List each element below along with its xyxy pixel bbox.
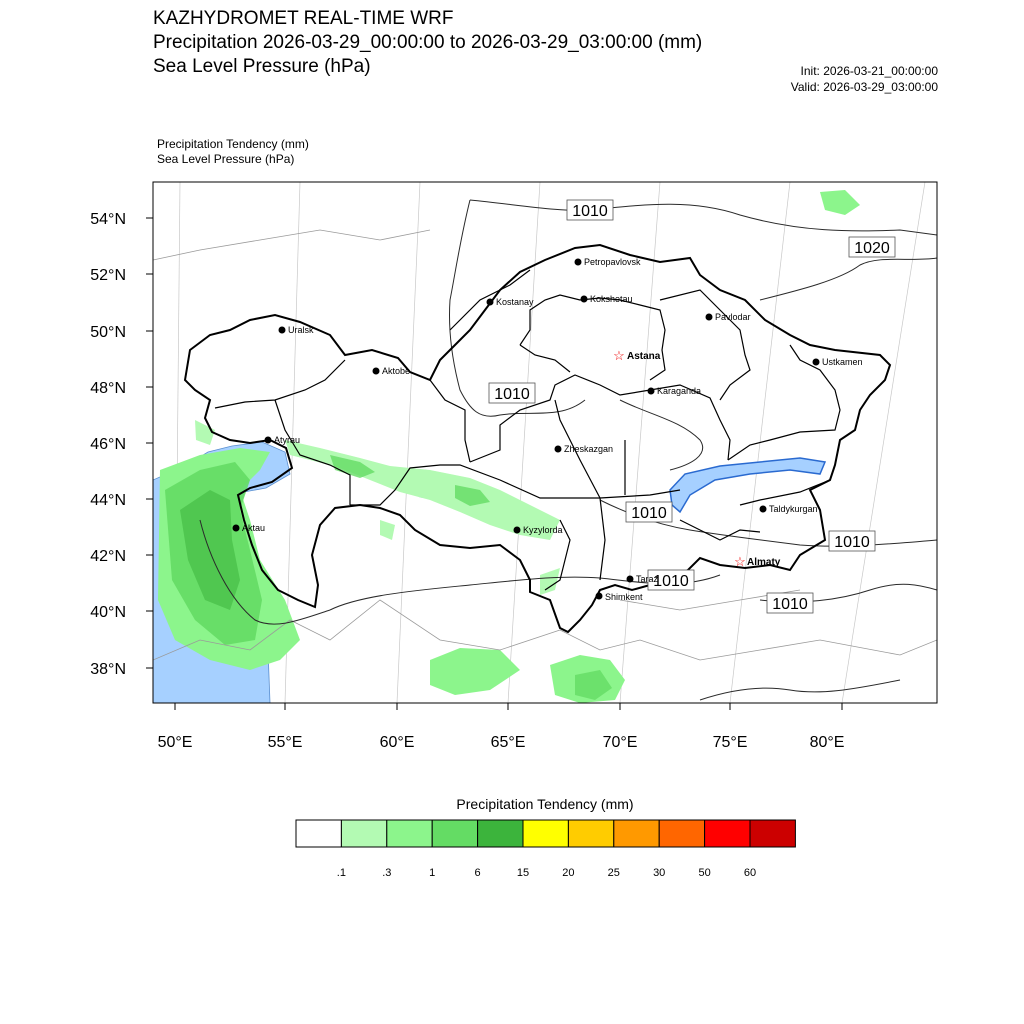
precip-period-title: Precipitation 2026-03-29_00:00:00 to 2026-03-29_03:00:00 (mm) [153, 32, 703, 53]
svg-text:Atyrau: Atyrau [274, 435, 301, 445]
svg-text:1010: 1010 [494, 386, 530, 403]
colorbar-swatch [387, 820, 432, 847]
city-marker [813, 357, 863, 367]
svg-text:Ustkamen: Ustkamen [822, 357, 863, 367]
svg-text:Kyzylorda: Kyzylorda [523, 525, 563, 535]
lon-label: 70°E [602, 734, 638, 751]
colorbar-label: 25 [607, 867, 620, 879]
city-marker [555, 444, 614, 454]
init-time: Init: 2026-03-21_00:00:00 [800, 64, 938, 78]
colorbar-label: .1 [336, 867, 346, 879]
svg-text:1010: 1010 [572, 203, 608, 220]
subtitle-slp: Sea Level Pressure (hPa) [157, 152, 295, 166]
colorbar-title: Precipitation Tendency (mm) [456, 796, 634, 812]
svg-text:Aktobe: Aktobe [382, 366, 411, 376]
lat-label: 52°N [90, 267, 126, 284]
city-marker [627, 574, 659, 584]
svg-text:Aktau: Aktau [242, 523, 266, 533]
isobar-label [767, 593, 813, 613]
svg-text:Zheskazgan: Zheskazgan [564, 444, 614, 454]
svg-text:1010: 1010 [653, 573, 689, 590]
lat-label: 42°N [90, 548, 126, 565]
colorbar-swatch [659, 820, 704, 847]
svg-text:Astana: Astana [627, 351, 661, 362]
capital-marker [613, 348, 661, 363]
lat-label: 38°N [90, 661, 126, 678]
lat-ticks [146, 218, 153, 668]
svg-text:Uralsk: Uralsk [288, 325, 314, 335]
svg-text:1020: 1020 [854, 240, 890, 257]
colorbar-swatch [568, 820, 613, 847]
subtitle-precip: Precipitation Tendency (mm) [157, 137, 309, 151]
capital-marker [734, 554, 781, 569]
city-marker [706, 312, 751, 322]
svg-text:☆: ☆ [734, 554, 746, 569]
colorbar-label: 15 [516, 867, 530, 879]
colorbar-label: 6 [474, 867, 481, 879]
svg-text:Taraz: Taraz [636, 574, 659, 584]
city-marker [265, 435, 301, 445]
svg-text:Karaganda: Karaganda [657, 386, 702, 396]
city-marker [596, 592, 644, 602]
lat-label: 46°N [90, 436, 126, 453]
colorbar-swatch [750, 820, 795, 847]
lat-label: 40°N [90, 604, 126, 621]
colorbar-swatch [523, 820, 568, 847]
svg-text:Taldykurgan: Taldykurgan [769, 504, 818, 514]
lon-label: 80°E [809, 734, 845, 751]
lon-label: 55°E [267, 734, 303, 751]
city-marker [575, 257, 642, 267]
svg-text:Kostanay: Kostanay [496, 297, 534, 307]
svg-text:Shimkent: Shimkent [605, 592, 643, 602]
lon-label: 75°E [712, 734, 748, 751]
colorbar-label: 50 [698, 867, 711, 879]
svg-text:1010: 1010 [834, 534, 870, 551]
colorbar-label: 60 [743, 867, 757, 879]
lon-label: 60°E [379, 734, 415, 751]
lon-label: 50°E [157, 734, 193, 751]
city-marker [373, 366, 411, 376]
isobar-label [489, 383, 535, 403]
city-marker [279, 325, 315, 335]
slp-title: Sea Level Pressure (hPa) [153, 56, 371, 77]
lat-label: 54°N [90, 211, 126, 228]
svg-text:Pavlodar: Pavlodar [715, 312, 751, 322]
colorbar-swatch [432, 820, 477, 847]
colorbar-swatch [478, 820, 523, 847]
isobar-label [567, 200, 613, 220]
valid-time: Valid: 2026-03-29_03:00:00 [790, 80, 938, 94]
colorbar-label: .3 [382, 867, 392, 879]
city-marker [760, 504, 818, 514]
svg-text:Kokshetau: Kokshetau [590, 294, 633, 304]
svg-text:Petropavlovsk: Petropavlovsk [584, 257, 641, 267]
isobar-label [626, 502, 672, 522]
isobar-label [829, 531, 875, 551]
colorbar-label: 20 [562, 867, 575, 879]
colorbar-label: 1 [429, 867, 436, 879]
colorbar-label: 30 [653, 867, 666, 879]
lon-ticks [175, 703, 842, 710]
svg-text:1010: 1010 [772, 596, 808, 613]
map-title: KAZHYDROMET REAL-TIME WRF [153, 8, 454, 29]
svg-text:☆: ☆ [613, 348, 625, 363]
colorbar-swatch [296, 820, 341, 847]
lon-label: 65°E [490, 734, 526, 751]
city-marker [648, 386, 702, 396]
colorbar-swatch [705, 820, 750, 847]
lat-label: 44°N [90, 492, 126, 509]
colorbar-swatch [341, 820, 386, 847]
svg-text:1010: 1010 [631, 505, 667, 522]
svg-text:Almaty: Almaty [747, 557, 781, 568]
colorbar [296, 820, 795, 847]
lat-label: 48°N [90, 380, 126, 397]
lat-label: 50°N [90, 324, 126, 341]
colorbar-swatch [614, 820, 659, 847]
isobar-label [849, 237, 895, 257]
